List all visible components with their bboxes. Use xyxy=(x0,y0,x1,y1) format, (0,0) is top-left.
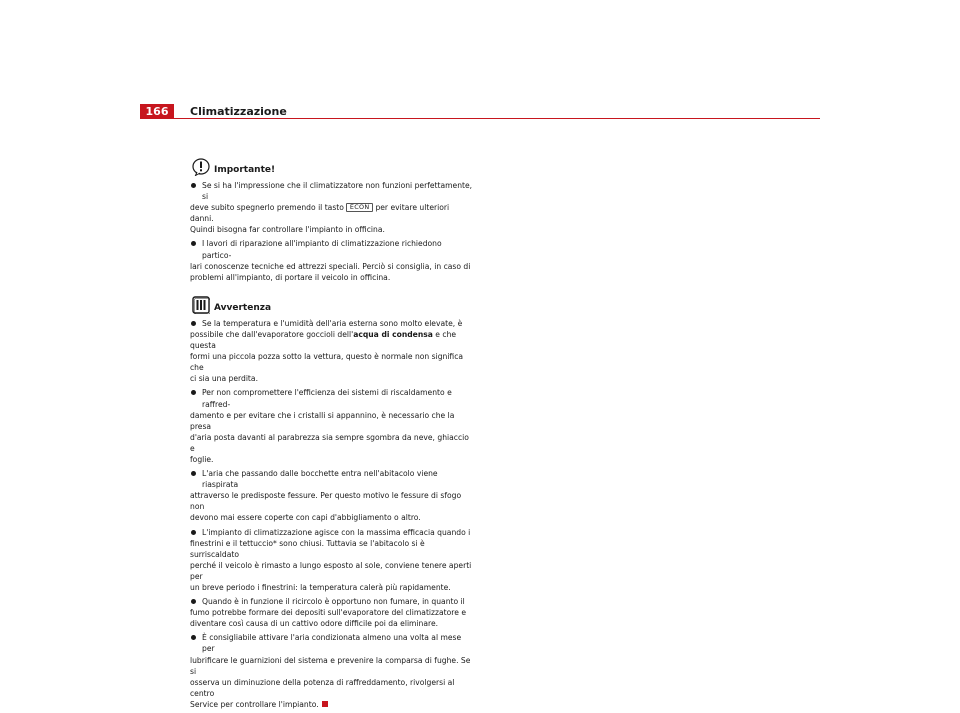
avvertenza-item-4: L'impianto di climatizzazione agisce con la massima efficacia quando i finestrini e il tettuccio* sono chiusi. Tuttavia se l'abitacolo si è surriscaldato perché il veicolo è rimasto a lungo esposto al sole, conviene tenere aperti per un breve periodo i finestrini: la temperatura calerà più rapidamente. xyxy=(190,527,472,592)
exclamation-icon xyxy=(192,158,210,176)
econ-key: ECON xyxy=(346,203,374,212)
bullet xyxy=(191,183,196,188)
bullet xyxy=(191,599,196,604)
avvertenza-header xyxy=(190,296,473,316)
importante-item-1: Se si ha l'impressione che il climatizzatore non funzioni perfettamente, si deve subito spegnerlo premendo il tasto ECON per evitare ulteriori danni. Quindi bisogna far controllare l'impianto in officina. xyxy=(190,181,473,235)
page-content xyxy=(190,158,473,713)
avvertenza-item-2: Per non compromettere l'efficienza dei sistemi di riscaldamento e raffred- damento e per evitare che i cristalli si appannino, è necessario che la presa d'aria posta davanti al parabrezza sia sempre sgombra da neve, ghiaccio e foglie. xyxy=(190,388,469,464)
importante-header xyxy=(190,158,473,178)
bullet xyxy=(191,530,196,535)
avvertenza-item-3: L'aria che passando dalle bocchette entra nell'abitacolo viene riaspirata attraverso le predisposte fessure. Per questo motivo le fessure di sfogo non devono mai essere coperte con capi d'abbigliamento o altro. xyxy=(190,469,462,523)
bullet xyxy=(191,321,196,326)
importante-title: Importante! xyxy=(214,165,276,175)
bullet xyxy=(191,471,196,476)
end-of-section-mark xyxy=(322,701,328,707)
avvertenza-item-6: È consigliabile attivare l'aria condizionata almeno una volta al mese per lubrificare le guarnizioni del sistema e prevenire la comparsa di fughe. Se si osserva un diminuzione della potenza di raffreddamento, rivolgersi al centro Service per controllare l'impianto. xyxy=(190,633,471,709)
info-note-icon xyxy=(192,296,210,314)
section-title: Climatizzazione xyxy=(190,105,287,118)
avvertenza-item-1: Se la temperatura e l'umidità dell'aria esterna sono molto elevate, è possibile che dall'evaporatore goccioli dell'acqua di condensa e che questa formi una piccola pozza sotto la vettura, questo è normale non significa che ci sia una perdita. xyxy=(190,318,464,384)
bullet xyxy=(191,635,196,640)
bullet xyxy=(191,241,196,246)
avvertenza-title: Avvertenza xyxy=(214,302,272,313)
avvertenza-item-5: Quando è in funzione il ricircolo è opportuno non fumare, in quanto il fumo potrebbe formare dei depositi sull'evaporatore del climatizzatore e diventare così causa di un cattivo odore difficile poi da eliminare. xyxy=(190,597,466,629)
bullet xyxy=(191,390,196,395)
page-number: 166 xyxy=(140,104,174,119)
importante-item-2: I lavori di riparazione all'impianto di climatizzazione richiedono partico- lari conoscenze tecniche ed attrezzi speciali. Perciò si consiglia, in caso di problemi all'impianto, di portare il veicolo in officina. xyxy=(190,239,471,282)
